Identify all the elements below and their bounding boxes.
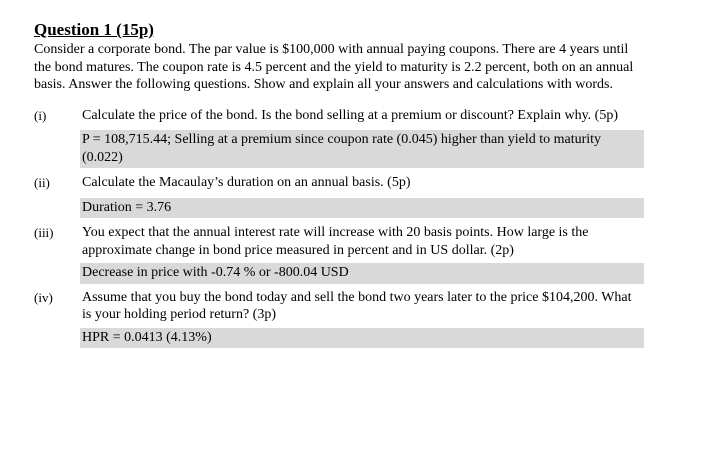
document-page <box>34 20 644 348</box>
question-intro: Consider a corporate bond. The par value is $100,000 with annual paying coupons. There are 4 years until the bond matures. The coupon rate is 4.5 percent and the yield to maturity is 2.2 percent, both on an annual basis. Answer the following questions. Show and explain all your answers and calculations with words. <box>34 42 634 92</box>
sub-question-number: (iii) <box>34 225 54 240</box>
answer-box: Decrease in price with -0.74 % or -800.04 USD <box>80 263 644 284</box>
answer-box: HPR = 0.0413 (4.13%) <box>80 328 644 349</box>
answer-box: Duration = 3.76 <box>80 198 644 219</box>
sub-question-text: Assume that you buy the bond today and sell the bond two years later to the price $104,200. What is your holding period return? (3p) <box>82 289 632 322</box>
sub-question-text: You expect that the annual interest rate will increase with 20 basis points. How large is the approximate change in bond price measured in percent and in US dollar. (2p) <box>82 225 589 258</box>
sub-question-number: (ii) <box>34 175 50 190</box>
sub-question-ii <box>34 174 644 218</box>
answer-box: P = 108,715.44; Selling at a premium since coupon rate (0.045) higher than yield to maturity (0.022) <box>80 130 644 168</box>
sub-question-iv <box>34 289 644 349</box>
sub-question-text: Calculate the price of the bond. Is the bond selling at a premium or discount? Explain why. (5p) <box>82 107 619 123</box>
sub-question-number: (i) <box>34 107 47 123</box>
sub-question-text: Calculate the Macaulay’s duration on an annual basis. (5p) <box>82 175 411 190</box>
sub-question-number: (iv) <box>34 289 53 305</box>
sub-question-iii <box>34 224 644 284</box>
question-title: Question 1 (15p) <box>34 20 154 39</box>
sub-question-i <box>34 107 644 169</box>
